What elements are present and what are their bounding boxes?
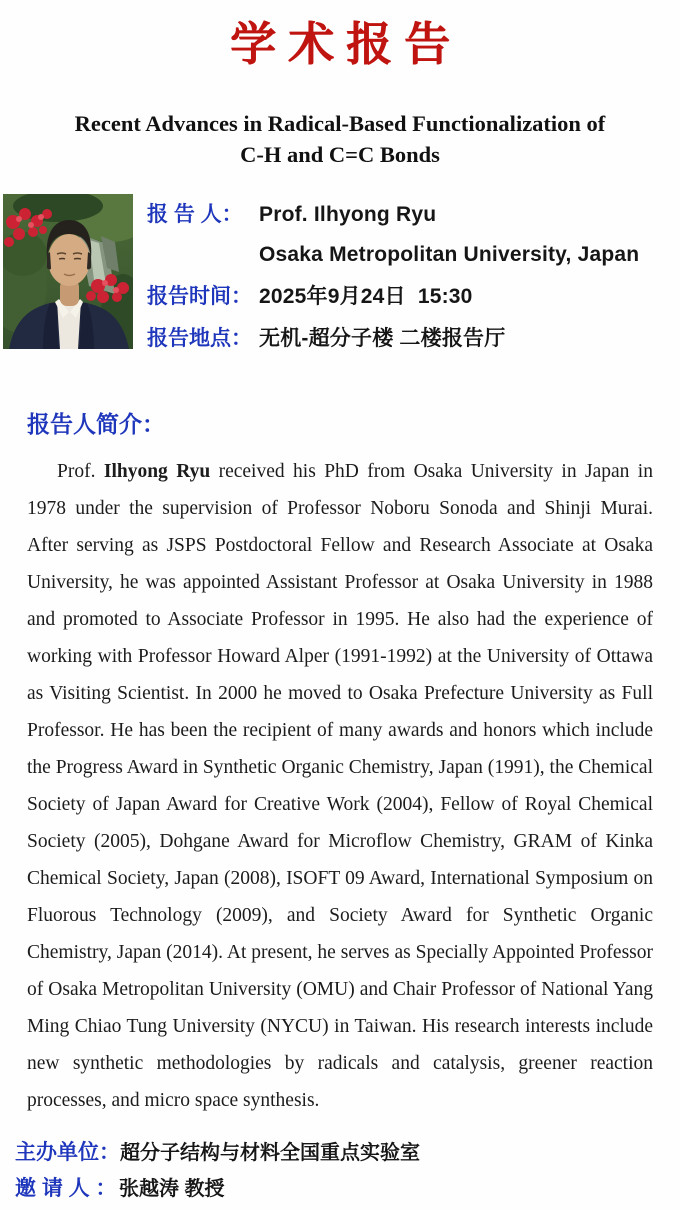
speaker-name: Prof. Ilhyong Ryu <box>259 203 437 226</box>
venue-label: 报告地点： <box>147 327 252 350</box>
bio-speaker-name: Ilhyong Ryu <box>103 461 211 482</box>
speaker-affiliation: Osaka Metropolitan University, Japan <box>259 243 640 266</box>
bio-text: received his PhD from Osaka University in Japan in 1978 under the supervision of Professor Noboru Sonoda and Shinji Murai. After serving as JSPS Postdoctoral Fellow and Research Associate at Osaka University, he was appointed Assistant Professor at Osaka University in 1988 and promoted to Associate Professor in 1995. He also had the experience of working with Professor Howard Alper (1991-1992) at the University of Ottawa as Visiting Scientist. In 2000 he moved to Osaka Prefecture University as Full Professor. He has been the recipient of many awards and honors which include the Progress Award in Synthetic Organic Chemistry, Japan (1991), the Chemical Society of Japan Award for Creative Work (2004), Fellow of Royal Chemical Society (2005), Dohgane Award for Microflow Chemistry, GRAM of Kinka Chemical Society, Japan (2008), ISOFT 09 Award, International Symposium on Fluorous Technology (2009), and Society Award for Synthetic Organic Chemistry, Japan (2014). At present, he serves as Specially Appointed Professor of Osaka Metropolitan University (OMU) and Chair Professor of National Yang Ming Chiao Tung University (NYCU) in Taiwan. His research interests include new synthetic methodologies by radicals and catalysis, greener reaction processes, and micro space synthesis. <box>27 461 653 1111</box>
speaker-label: 报 告 人： <box>147 203 243 226</box>
speaker-name-row <box>147 198 680 228</box>
lecture-time-row <box>147 280 680 310</box>
inviter-value: 张越涛 教授 <box>119 1178 225 1200</box>
speaker-photo-image <box>3 194 133 349</box>
time-label: 报告时间： <box>147 285 252 308</box>
host-label: 主办单位： <box>15 1141 120 1164</box>
speaker-info-section <box>0 194 680 364</box>
inviter-label: 邀 请 人 ： <box>15 1177 117 1200</box>
lecture-title-line1: Recent Advances in Radical-Based Functionalization of <box>74 111 606 136</box>
lecture-venue-row <box>147 322 680 352</box>
speaker-details <box>147 194 680 364</box>
footer-section <box>15 1130 420 1202</box>
speaker-photo <box>3 194 133 349</box>
lecture-venue: 无机-超分子楼 二楼报告厅 <box>259 327 506 350</box>
bio-heading: 报告人简介： <box>27 411 165 437</box>
host-row <box>15 1136 420 1166</box>
speaker-affiliation-row <box>147 238 680 268</box>
bio-intro: Prof. <box>57 461 104 482</box>
inviter-row <box>15 1172 420 1202</box>
page-title: 学术报告 <box>230 18 462 70</box>
lecture-title-line2: C-H and C=C Bonds <box>240 142 440 167</box>
lecture-title <box>0 108 680 170</box>
lecture-time: 2025年9月24日 15:30 <box>259 285 473 308</box>
bio-paragraph <box>27 453 653 1119</box>
host-value: 超分子结构与材料全国重点实验室 <box>120 1142 420 1164</box>
